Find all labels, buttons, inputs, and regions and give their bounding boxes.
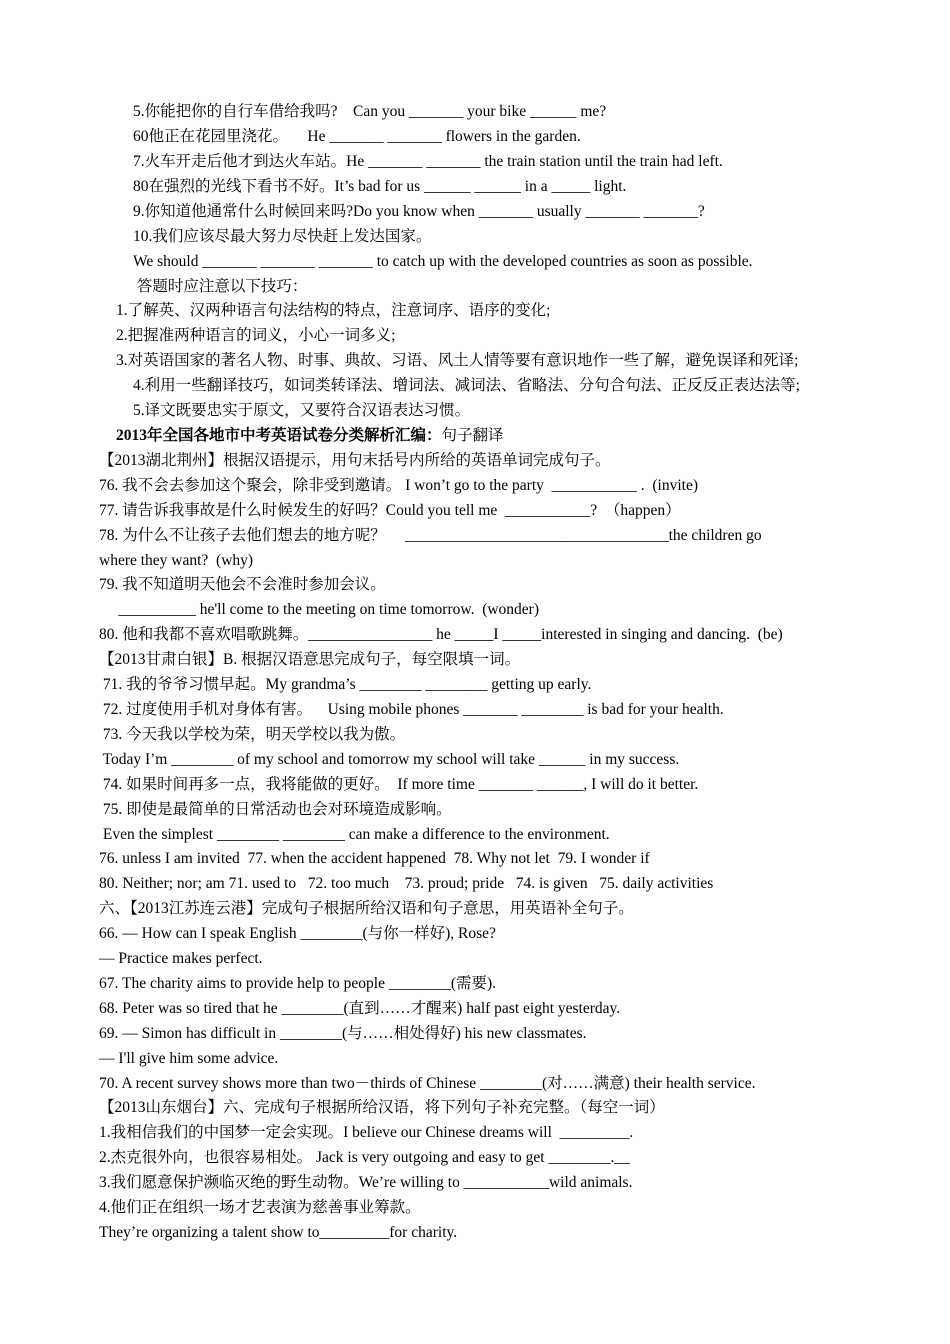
question-line: 72. 过度使用手机对身体有害。 Using mobile phones _______ ________ is bad for your health. <box>99 701 724 718</box>
section-heading: 六、【2013江苏连云港】完成句子根据所给汉语和句子意思，用英语补全句子。 <box>99 900 634 917</box>
answer-line: 76. unless I am invited 77. when the accident happened 78. Why not let 79. I wonder if <box>99 850 650 867</box>
question-line: 73. 今天我以学校为荣，明天学校以我为傲。 <box>99 726 406 743</box>
tip-line: 3.对英语国家的著名人物、时事、典故、习语、风土人情等要有意识地作一些了解，避免误译和死译; <box>116 352 799 369</box>
question-line: 66. — How can I speak English ________(与你一样好), Rose? <box>99 925 496 942</box>
question-line: Today I’m ________ of my school and tomorrow my school will take ______ in my success. <box>99 751 680 768</box>
question-line: Even the simplest ________ ________ can make a difference to the environment. <box>99 826 610 843</box>
question-line: 74. 如果时间再多一点，我将能做的更好。 If more time _______ ______, I will do it better. <box>99 776 699 793</box>
question-line: 2.杰克很外向，也很容易相处。 Jack is very outgoing and easy to get ________.__ <box>99 1149 630 1166</box>
question-line: 3.我们愿意保护濒临灭绝的野生动物。We’re willing to ___________wild animals. <box>99 1174 633 1191</box>
section-heading: 【2013湖北荆州】根据汉语提示，用句末括号内所给的英语单词完成句子。 <box>99 452 611 469</box>
question-line: 80在强烈的光线下看书不好。It’s bad for us ______ ______ in a _____ light. <box>133 178 627 195</box>
question-line: 75. 即使是最简单的日常活动也会对环境造成影响。 <box>99 801 452 818</box>
question-line: — Practice makes perfect. <box>99 950 263 967</box>
question-line: 69. — Simon has difficult in ________(与……相处得好) his new classmates. <box>99 1025 587 1042</box>
tip-line: 2.把握准两种语言的词义，小心一词多义; <box>116 327 396 344</box>
section-heading: 【2013甘肃白银】B. 根据汉语意思完成句子，每空限填一词。 <box>99 651 521 668</box>
question-line: 4.他们正在组织一场才艺表演为慈善事业筹款。 <box>99 1199 421 1216</box>
question-line: 79. 我不知道明天他会不会准时参加会议。 <box>99 576 386 593</box>
section-title-rest: 句子翻译 <box>441 427 504 444</box>
answer-line: 80. Neither; nor; am 71. used to 72. too much 73. proud; pride 74. is given 75. daily activities <box>99 875 714 892</box>
section-title <box>116 426 504 446</box>
question-line: 60他正在花园里浇花。 He _______ _______ flowers in the garden. <box>133 128 581 145</box>
tip-line: 5.译文既要忠实于原文，又要符合汉语表达习惯。 <box>133 402 471 419</box>
question-line: 71. 我的爷爷习惯早起。My grandma’s ________ ________ getting up early. <box>99 676 592 693</box>
question-line: 77. 请告诉我事故是什么时候发生的好吗？Could you tell me ___________? （happen） <box>99 502 681 519</box>
question-line: 1.我相信我们的中国梦一定会实现。I believe our Chinese dreams will _________. <box>99 1124 634 1141</box>
section-heading: 【2013山东烟台】六、完成句子根据所给汉语，将下列句子补充完整。（每空一词） <box>99 1099 665 1116</box>
question-line: 10.我们应该尽最大努力尽快赶上发达国家。 <box>133 228 432 245</box>
section-title-bold: 2013年全国各地市中考英语试卷分类解析汇编： <box>116 427 442 444</box>
tips-intro: 答题时应注意以下技巧： <box>133 278 308 295</box>
tip-line: 4.利用一些翻译技巧，如词类转译法、增词法、减词法、省略法、分句合句法、正反反正表达法等; <box>133 377 800 394</box>
question-line: 70. A recent survey shows more than two－thirds of Chinese ________(对……满意) their health service. <box>99 1075 756 1092</box>
question-line: 80. 他和我都不喜欢唱歌跳舞。________________ he _____I _____interested in singing and dancing. (be) <box>99 626 783 643</box>
question-line: 76. 我不会去参加这个聚会，除非受到邀请。 I won’t go to the party ___________ . (invite) <box>99 477 699 494</box>
question-line: 78. 为什么不让孩子去他们想去的地方呢？ __________________________________the children go <box>99 527 762 544</box>
question-line: — I'll give him some advice. <box>99 1050 279 1067</box>
question-line: 67. The charity aims to provide help to people ________(需要). <box>99 975 497 992</box>
question-line: We should _______ _______ _______ to catch up with the developed countries as soon as possible. <box>133 253 753 270</box>
tip-line: 1.了解英、汉两种语言句法结构的特点，注意词序、语序的变化; <box>116 302 551 319</box>
question-line: They’re organizing a talent show to_________for charity. <box>99 1224 458 1241</box>
question-line: where they want? (why) <box>99 552 254 569</box>
question-line: 7.火车开走后他才到达火车站。He _______ _______ the train station until the train had left. <box>133 153 723 170</box>
question-line: __________ he'll come to the meeting on time tomorrow. (wonder) <box>99 601 540 618</box>
question-line: 68. Peter was so tired that he ________(直到……才醒来) half past eight yesterday. <box>99 1000 621 1017</box>
question-line: 5.你能把你的自行车借给我吗? Can you _______ your bike ______ me? <box>133 103 607 120</box>
question-line: 9.你知道他通常什么时候回来吗?Do you know when _______ usually _______ _______? <box>133 203 705 220</box>
